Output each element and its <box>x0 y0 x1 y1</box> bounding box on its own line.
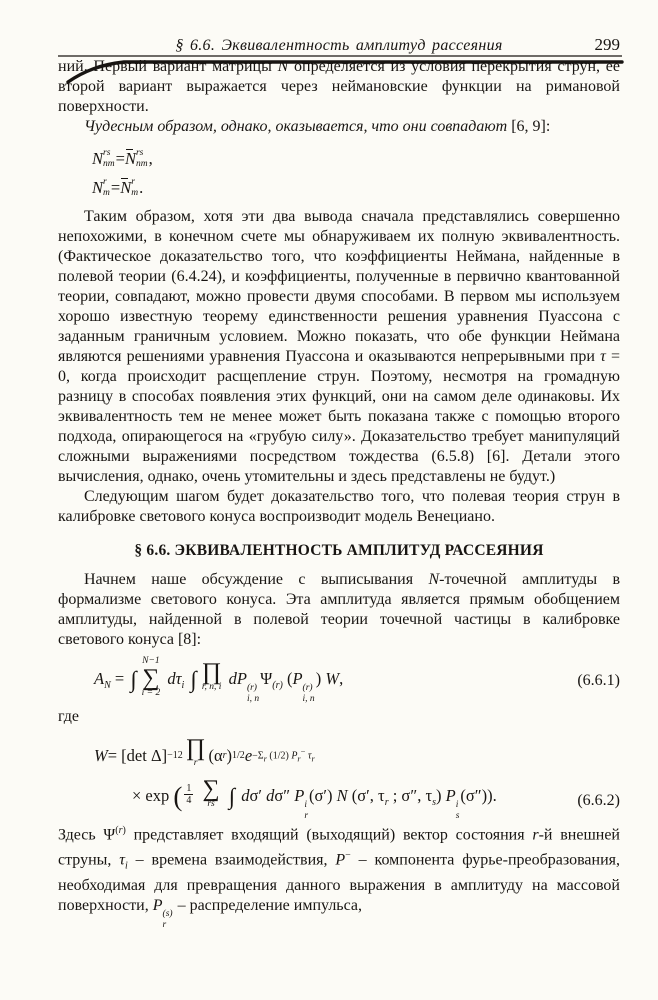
equation-number-6-6-1: (6.6.1) <box>577 672 620 690</box>
paragraph-next-step: Следующим шагом будет доказательство того, что полевая теория струн в калибровке светового конуса воспроизводит модель Венециано. <box>58 488 620 525</box>
running-header-title: § 6.6. Эквивалентность амплитуд рассеяния <box>175 37 503 54</box>
equation-neumann-1: N rs nm = N rs nm , <box>92 147 153 169</box>
paragraph-begin-discussion: Начнем наше обсуждение с выписывания N-точечной амплитуды в формализме светового конуса. Эта амплитуда является прямым обобщением амплитуды, найденной в полевой теории точечной частицы в калибровке светового конуса [8]: <box>58 571 621 648</box>
equation-6-6-2-line2 <box>58 775 620 822</box>
where-label: где <box>58 707 80 725</box>
page-number: 299 <box>594 35 620 54</box>
section-heading: § 6.6. ЭКВИВАЛЕНТНОСТЬ АМПЛИТУД РАССЕЯНИЯ <box>134 542 544 559</box>
equation-6-6-2-line1: W = [det Δ] −12 ∏ r (α r ) 1/2 e $-\Sigma_r$ (1/2) $P_r^-$ $\tau_r$ <box>94 734 315 768</box>
equation-number-6-6-2: (6.6.2) <box>577 792 620 810</box>
paragraph-continuation: ний. Первый вариант матрицы N определяется из условия перекрытия струн, ее второй вариант выражается через неймановские функции на римановой поверхности. <box>58 58 621 115</box>
equation-6-6-2-body: × exp ( $\frac{1}{4}$ ∑ rs ∫ dσ′ dσ″ P i r (σ′) N (σ′, $\tau_r$ ; σ″, $\tau_s$) P i s (σ″)). <box>132 775 497 821</box>
paragraph-miraculously: Чудесным образом, однако, оказывается, что они совпадают [6, 9]: <box>84 118 551 135</box>
running-header <box>58 36 620 57</box>
equation-group-neumann <box>92 144 620 202</box>
equation-neumann-2: N r m = N r m . <box>92 176 144 198</box>
equation-6-6-1-body: $A_N$ = ∫ N−1 ∑ i = 2 $d\tau_i$ ∫ ∏ r, n, i dP (r) i, n $\Psi_{(r)}$ (P (r) i, n ) W, <box>94 656 344 704</box>
paragraph-here-psi: Здесь $\Psi^{(r)}$ представляет входящий (выходящий) вектор состояния r-й внешней струны, $\tau_i$ – времена взаимодействия, P− – компонента фурье-преобразования, необходимая для превращения данного выражения в амплитуду на массовой поверхности, P (s) r – распределение импульса, <box>58 825 621 931</box>
paragraph-equivalence: Таким образом, хотя эти два вывода сначала представлялись совершенно непохожими, в конечном счете мы обнаруживаем их полную эквивалентность. (Фактическое доказательство того, что коэффициенты Неймана, найденные в полевой теории (6.4.24), и коэффициенты, полученные в первично квантованной теории, совпадают, можно провести двумя способами. В первом мы используем хорошо известную теорему единственности решения уравнения Пуассона с заданным граничным условием. Можно показать, что обе функции Неймана являются решениями уравнения Пуассона и оказываются непрерывными при τ = 0, когда происходит расщепление струн. Поэтому, несмотря на громадную разницу в способах появления этих функций, они на самом деле одинаковы. Их эквивалентность тем не менее может быть показана также с помощью второго подхода, опирающегося на «грубую силу». Доказательство требует манипуляций сложными выражениями посредством тождества (6.5.8) [6]. Детали этого вычисления, однако, очень утомительны и здесь представлены не будут.) <box>58 208 620 485</box>
equation-6-6-1 <box>94 658 620 705</box>
